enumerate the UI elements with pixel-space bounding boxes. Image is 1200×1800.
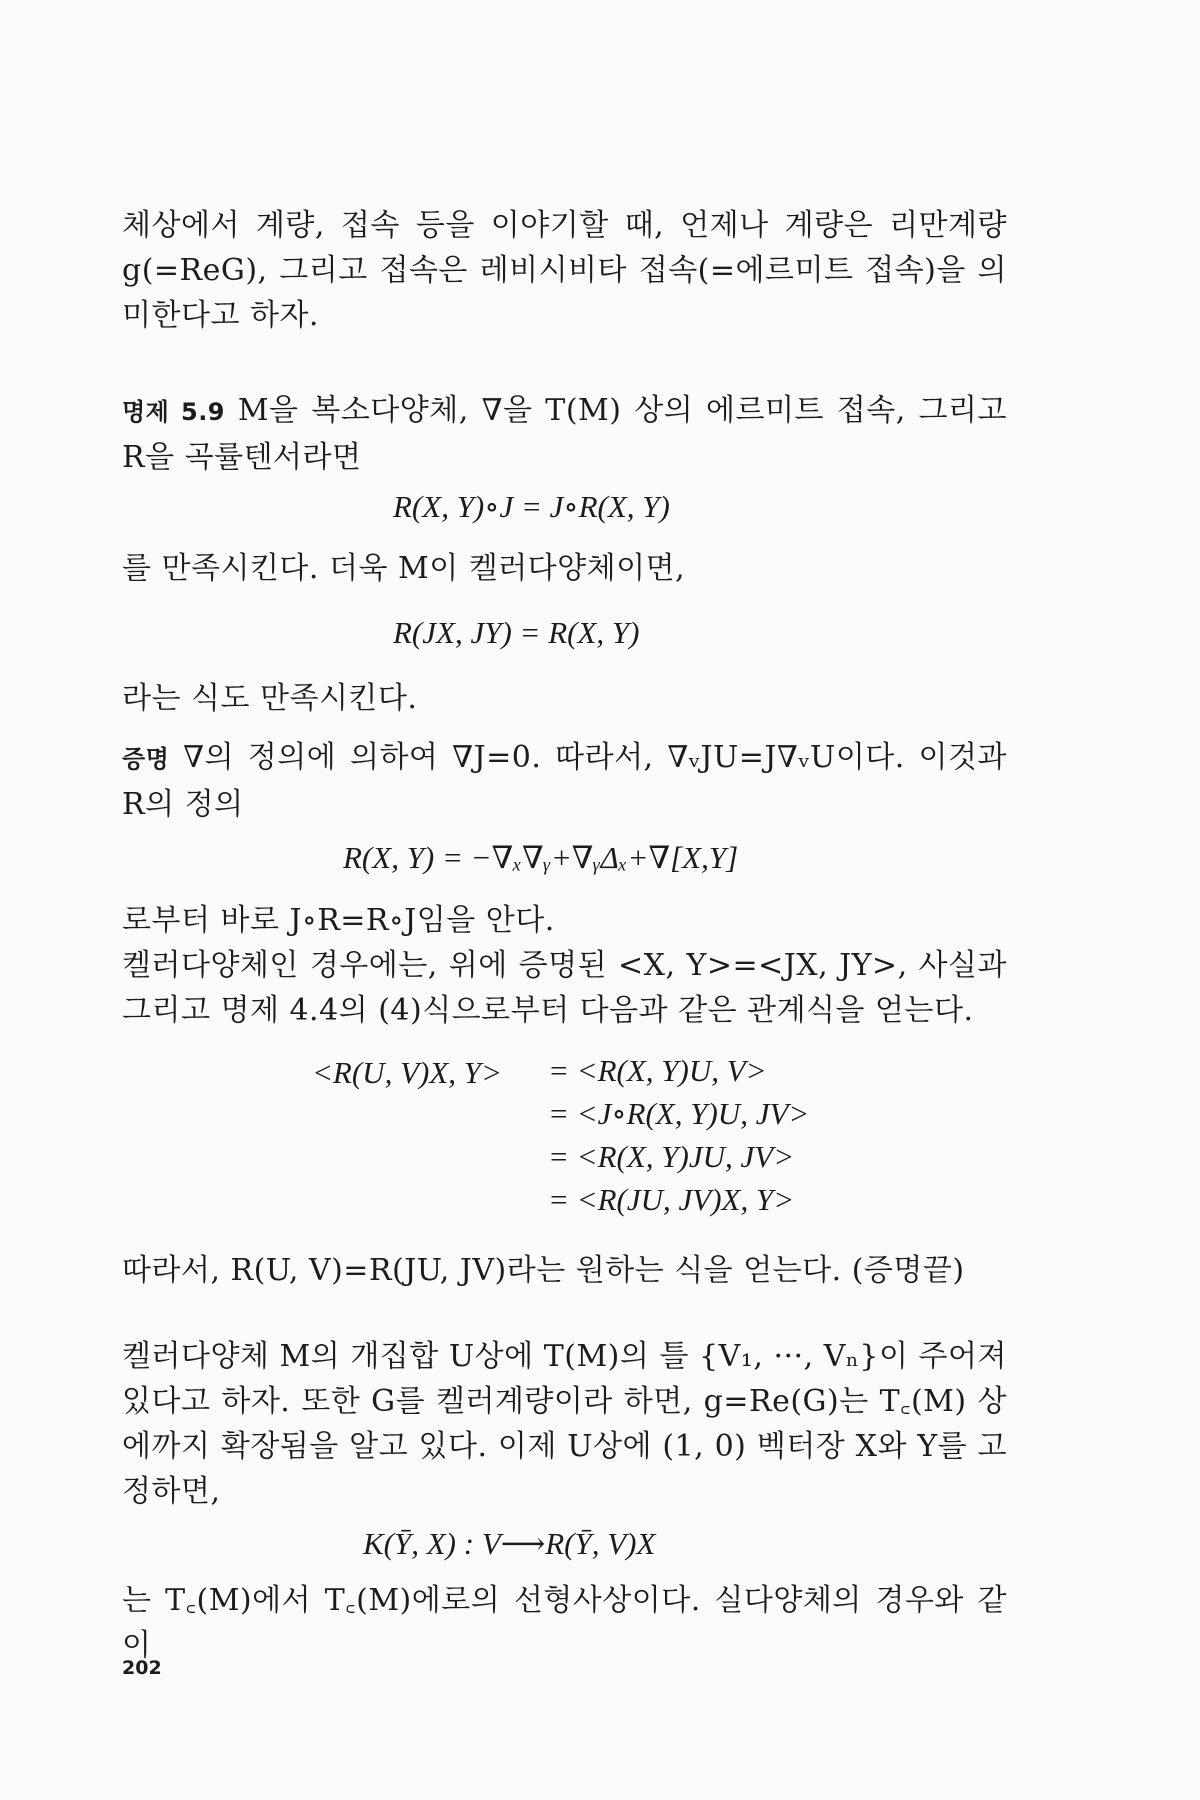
equation-4-line-2: = <J∘R(X, Y)U, JV> (548, 1096, 810, 1131)
proof-label: 증명 (122, 745, 170, 773)
proposition-paragraph (122, 388, 1007, 480)
proposition-label: 명제 5.9 (122, 398, 226, 426)
after-equation-3: 로부터 바로 J∘R=R∘J임을 안다. (122, 903, 555, 938)
proposition-text: M을 복소다양체, ∇을 T(M) 상의 에르미트 접속, 그리고 R을 곡률텐서라면 (122, 393, 1007, 475)
proof-text: ∇의 정의에 의하여 ∇J=0. 따라서, ∇ᵥJU=J∇ᵥU이다. 이것과 R의 정의 (122, 740, 1007, 822)
intro-paragraph: 체상에서 계량, 접속 등을 이야기할 때, 언제나 계량은 리만계량 g(=ReG), 그리고 접속은 레비시비타 접속(=에르미트 접속)을 의미한다고 하자. (122, 208, 1007, 333)
equation-5: K(Ȳ, X) : V⟶R(Ȳ, V)X (363, 1526, 656, 1561)
equation-1: R(X, Y)∘J = J∘R(X, Y) (393, 489, 670, 524)
conclusion-line: 따라서, R(U, V)=R(JU, JV)라는 원하는 식을 얻는다. (증명끝) (122, 1253, 965, 1288)
equation-4-lhs: <R(U, V)X, Y> (312, 1055, 502, 1090)
equation-4-line-1: = <R(X, Y)U, V> (548, 1053, 767, 1088)
page-number: 202 (122, 1657, 162, 1679)
equation-4-line-3: = <R(X, Y)JU, JV> (548, 1139, 795, 1174)
equation-2: R(JX, JY) = R(X, Y) (393, 615, 640, 650)
after-equation-2: 라는 식도 만족시킨다. (122, 681, 418, 716)
equation-4-line-4: = <R(JU, JV)X, Y> (548, 1182, 795, 1217)
section-paragraph: 켈러다양체 M의 개집합 U상에 T(M)의 틀 {V₁, ···, Vₙ}이 주어져 있다고 하자. 또한 G를 켈러계량이라 하면, g=Re(G)는 T꜀(M) 상에까지 확장됨을 알고 있다. 이제 U상에 (1, 0) 벡터장 X와 Y를 고정하면, (122, 1339, 1007, 1509)
equation-3: R(X, Y) = −∇ₓ∇ᵧ+∇ᵧΔₓ+∇[X,Y] (343, 840, 739, 875)
final-line: 는 T꜀(M)에서 T꜀(M)에로의 선형사상이다. 실다양체의 경우와 같이 (122, 1583, 1007, 1663)
after-equation-1: 를 만족시킨다. 더욱 M이 켈러다양체이면, (122, 551, 686, 586)
kahler-paragraph: 켈러다양체인 경우에는, 위에 증명된 <X, Y>=<JX, JY>, 사실과 그리고 명제 4.4의 (4)식으로부터 다음과 같은 관계식을 얻는다. (122, 948, 1007, 1028)
proof-paragraph (122, 735, 1007, 827)
